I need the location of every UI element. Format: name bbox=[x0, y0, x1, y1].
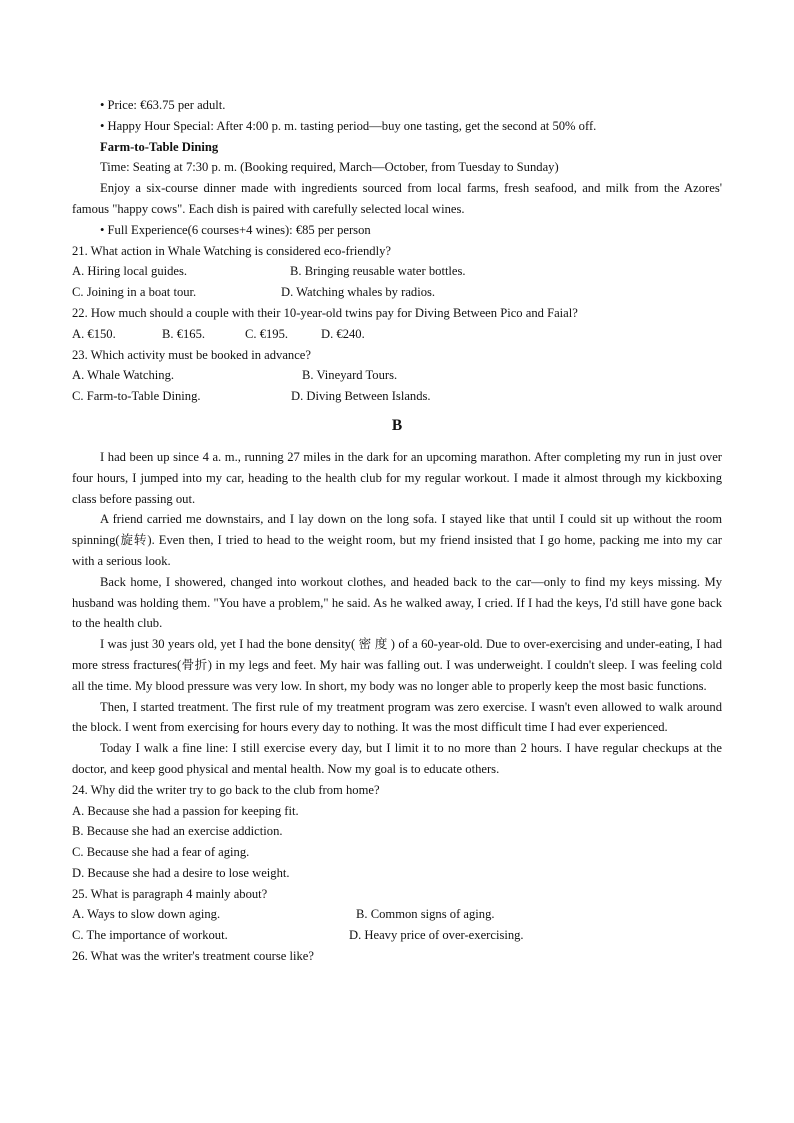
question-23-options-row-2 bbox=[72, 386, 722, 407]
question-22-options bbox=[72, 324, 722, 345]
happy-hour-item: • Happy Hour Special: After 4:00 p. m. tasting period—buy one tasting, get the second at 50% off. bbox=[100, 118, 597, 133]
option-25-b: B. Common signs of aging. bbox=[356, 907, 495, 922]
option-25-d: D. Heavy price of over-exercising. bbox=[349, 928, 524, 943]
option-22-b: B. €165. bbox=[162, 326, 206, 341]
exam-page bbox=[72, 95, 722, 967]
dining-time: Time: Seating at 7:30 p. m. (Booking required, March—October, from Tuesday to Sunday) bbox=[100, 160, 559, 175]
question-25-options-row-1 bbox=[72, 904, 722, 925]
option-22-c: C. €195. bbox=[245, 326, 289, 341]
option-22-d: D. €240. bbox=[321, 326, 365, 341]
question-21-options-row-1 bbox=[72, 261, 722, 282]
option-21-b: B. Bringing reusable water bottles. bbox=[290, 264, 466, 279]
question-23-stem: 23. Which activity must be booked in advance? bbox=[72, 347, 311, 362]
passage-paragraph-6: Today I walk a fine line: I still exercise every day, but I limit it to no more than 2 hours. I have regular checkups at the doctor, and keep good physical and mental health. Now my goal is to educate others. bbox=[72, 741, 722, 776]
option-23-b: B. Vineyard Tours. bbox=[302, 368, 398, 383]
question-25-options-row-2 bbox=[72, 925, 722, 946]
passage-paragraph-1: I had been up since 4 a. m., running 27 miles in the dark for an upcoming marathon. After completing my run in just over four hours, I jumped into my car, heading to the health club for my regular workout. I made it almost through my kickboxing class before passing out. bbox=[72, 449, 722, 506]
question-25-stem: 25. What is paragraph 4 mainly about? bbox=[72, 886, 268, 901]
question-22-stem: 22. How much should a couple with their 10-year-old twins pay for Diving Between Pico and Faial? bbox=[72, 305, 578, 320]
option-21-c: C. Joining in a boat tour. bbox=[72, 285, 197, 300]
option-24-d: D. Because she had a desire to lose weight. bbox=[72, 865, 290, 880]
dining-description: Enjoy a six-course dinner made with ingredients sourced from local farms, fresh seafood, and milk from the Azores' famous "happy cows". Each dish is paired with carefully selected local wines. bbox=[72, 181, 722, 216]
passage-paragraph-5: Then, I started treatment. The first rule of my treatment program was zero exercise. I wasn't even allowed to walk around the block. I went from exercising for hours every day to nothing. It was the most difficult time I had ever experienced. bbox=[72, 699, 722, 735]
option-24-b: B. Because she had an exercise addiction. bbox=[72, 824, 283, 839]
option-25-a: A. Ways to slow down aging. bbox=[72, 907, 221, 922]
option-21-a: A. Hiring local guides. bbox=[72, 264, 188, 279]
option-24-a: A. Because she had a passion for keeping fit. bbox=[72, 803, 299, 818]
passage-paragraph-3: Back home, I showered, changed into workout clothes, and headed back to the car—only to find my keys missing. My husband was holding them. "You have a problem," he said. As he walked away, I cried. If I had the keys, I'd still have gone back to the health club. bbox=[72, 574, 722, 631]
option-23-d: D. Diving Between Islands. bbox=[291, 389, 431, 404]
passage-paragraph-2: A friend carried me downstairs, and I lay down on the long sofa. I stayed like that until I could sit up without the room spinning(旋转). Even then, I tried to head to the weight room, but my friend insisted that I go home, packing me into my car with a serious look. bbox=[72, 512, 722, 568]
passage-paragraph-4: I was just 30 years old, yet I had the bone density( 密 度 ) of a 60-year-old. Due to over-exercising and under-eating, I had more stress fractures(骨折) in my legs and feet. My hair was falling out. I was underweight. I couldn't sleep. I was feeling cold all the time. My blood pressure was very low. In short, my body was no longer able to properly keep the most basic functions. bbox=[72, 637, 722, 693]
section-b-heading: B bbox=[391, 416, 403, 434]
option-25-c: C. The importance of workout. bbox=[72, 928, 228, 943]
dining-title: Farm-to-Table Dining bbox=[100, 139, 219, 154]
option-23-c: C. Farm-to-Table Dining. bbox=[72, 389, 201, 404]
option-23-a: A. Whale Watching. bbox=[72, 368, 175, 383]
question-26-stem: 26. What was the writer's treatment course like? bbox=[72, 949, 314, 964]
option-22-a: A. €150. bbox=[72, 326, 116, 341]
price-item: • Price: €63.75 per adult. bbox=[100, 98, 226, 112]
question-21-stem: 21. What action in Whale Watching is considered eco-friendly? bbox=[72, 243, 391, 258]
question-24-stem: 24. Why did the writer try to go back to the club from home? bbox=[72, 782, 380, 797]
question-23-options-row-1 bbox=[72, 365, 722, 386]
option-24-c: C. Because she had a fear of aging. bbox=[72, 845, 250, 860]
question-21-options-row-2 bbox=[72, 282, 722, 303]
option-21-d: D. Watching whales by radios. bbox=[281, 285, 436, 300]
dining-price-item: • Full Experience(6 courses+4 wines): €85 per person bbox=[100, 222, 371, 237]
